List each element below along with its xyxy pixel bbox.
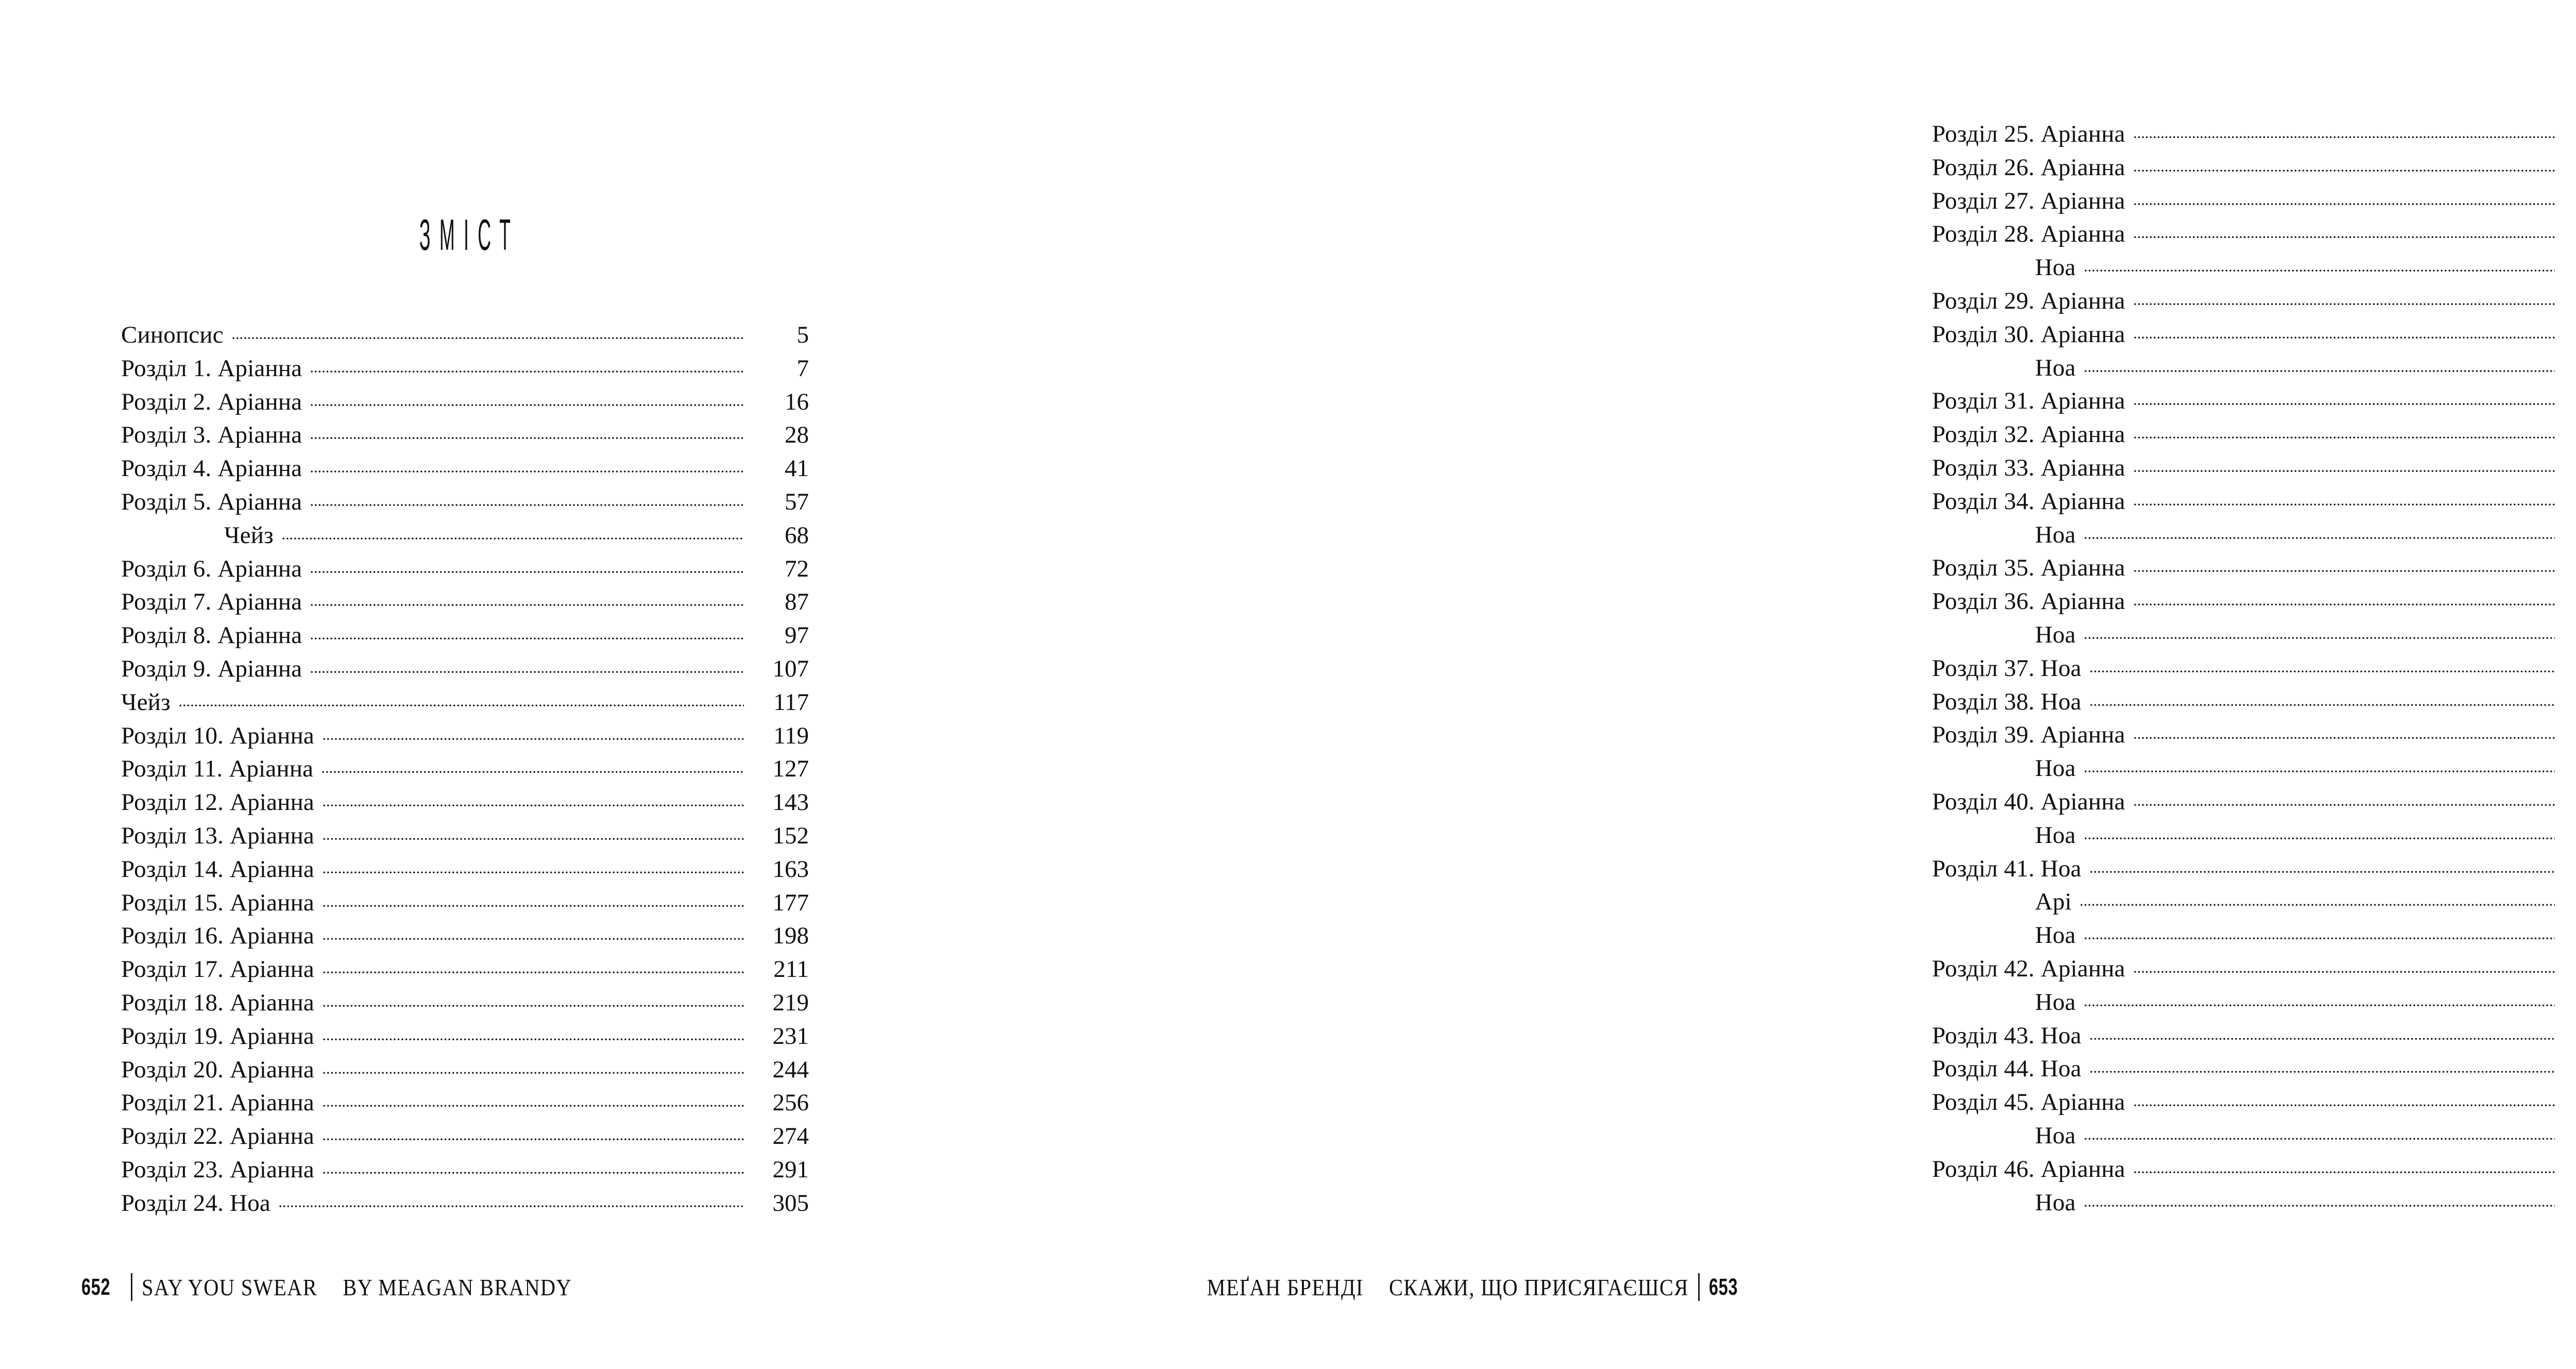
dotted-leader [2090,1037,2555,1043]
toc-entry-label: Ноа [2035,621,2076,648]
toc-entry-page: 68 [785,521,809,549]
dotted-leader [2133,603,2555,609]
dotted-leader [2133,336,2555,342]
toc-entry-label: Ноа [2035,988,2076,1016]
dotted-leader [2133,1171,2555,1177]
toc-entry-page [2562,451,2576,485]
toc-entry-label: Розділ 7. Аріанна [121,588,302,616]
toc-entry-page: 152 [772,822,809,849]
dotted-leader [323,1104,744,1110]
toc-entry-label: Розділ 42. Аріанна [1932,955,2125,982]
toc-entry-label: Розділ 12. Аріанна [121,789,314,816]
toc-entry [121,719,809,753]
toc-entry-label: Розділ 18. Аріанна [121,989,314,1016]
toc-entry-label: Розділ 44. Ноа [1932,1055,2081,1083]
toc-entry-page: 7 [796,354,809,382]
toc-entry-label: Розділ 25. Аріанна [1932,121,2125,147]
toc-entry-page [2562,652,2576,685]
toc-entry-page [2562,117,2576,151]
toc-entry-label: Розділ 3. Аріанна [121,421,302,449]
toc-list-left [121,318,809,1220]
toc-entry-page: 163 [772,855,809,883]
dotted-leader [323,904,744,910]
toc-entry-page [2562,1019,2576,1053]
toc-entry [121,352,809,385]
toc-entry-page: 211 [773,956,809,983]
toc-entry-label: Розділ 38. Ноа [1932,688,2081,715]
toc-entry-label: Розділ 37. Ноа [1932,654,2081,682]
toc-entry-label: Розділ 9. Аріанна [121,655,302,682]
toc-entry-label: Розділ 31. Аріанна [1932,387,2125,415]
toc-entry-label: Розділ 23. Аріанна [121,1156,314,1183]
left-footer-text [142,1274,572,1301]
toc-entry-label: Розділ 46. Аріанна [1932,1155,2125,1182]
dotted-leader [310,503,744,510]
toc-entry-label: Розділ 29. Аріанна [1932,287,2125,314]
toc-entry-page [2562,585,2576,618]
toc-entry-page: 117 [773,688,809,716]
toc-entry [1932,184,2576,218]
dotted-leader [2090,703,2555,709]
toc-entry-label: Розділ 41. Ноа [1932,855,2081,882]
dotted-leader [323,1138,744,1144]
dotted-leader [323,1071,744,1077]
toc-entry-page [2562,819,2576,852]
toc-entry [121,485,809,519]
toc-entry-label: Ноа [2035,922,2076,949]
toc-entry-page [2562,217,2576,251]
dotted-leader [323,837,744,843]
footer-divider [131,1273,132,1301]
toc-entry-label: Розділ 28. Аріанна [1932,221,2125,248]
toc-entry-page [2562,551,2576,585]
dotted-leader [2080,903,2555,909]
toc-entry [121,919,809,953]
toc-entry [1932,1186,2576,1220]
toc-entry [1932,852,2576,886]
left-page-footer [81,1269,631,1306]
footer-divider [1698,1273,1700,1301]
toc-entry [1932,451,2576,485]
toc-entry-label: Розділ 43. Ноа [1932,1022,2081,1049]
toc-entry-label: Розділ 26. Аріанна [1932,154,2125,181]
dotted-leader [310,670,744,677]
toc-entry [1932,1052,2576,1086]
toc-entry-page [2562,184,2576,218]
toc-entry-label: Розділ 8. Аріанна [121,622,302,649]
toc-entry-label: Арі [2035,888,2072,916]
toc-entry-label: Розділ 17. Аріанна [121,956,314,983]
toc-entry [1932,718,2576,752]
dotted-leader [2133,469,2555,476]
toc-entry-page: 231 [772,1022,809,1050]
toc-entry-label: Розділ 27. Аріанна [1932,187,2125,214]
right-footer-text [1207,1274,1689,1301]
toc-entry-page [2562,752,2576,785]
toc-entry-page [2562,418,2576,451]
toc-entry-page [2562,151,2576,184]
toc-entry-page [2562,1186,2576,1220]
dotted-leader [310,637,744,643]
dotted-leader [2133,1104,2555,1110]
toc-entry-page: 97 [785,622,809,649]
toc-entry [1932,618,2576,652]
toc-entry-page: 274 [772,1123,809,1150]
toc-entry-page [2562,384,2576,418]
toc-entry-label: Ноа [2035,1122,2076,1149]
footer-book-title: SAY YOU SWEAR [142,1274,318,1300]
dotted-leader [179,704,744,710]
toc-entry-label: Розділ 6. Аріанна [121,555,302,582]
toc-entry-page [2562,785,2576,819]
toc-entry [121,1153,809,1187]
toc-entry-label: Розділ 45. Аріанна [1932,1089,2125,1116]
toc-entry-label: Ноа [2035,755,2076,782]
toc-entry-label: Ноа [2035,521,2076,548]
dotted-leader [2084,369,2555,376]
dotted-leader [2090,1070,2555,1076]
dotted-leader [2133,302,2555,309]
toc-entry-label: Розділ 24. Ноа [121,1189,270,1216]
dotted-leader [310,570,744,577]
dotted-leader [2084,837,2555,843]
toc-entry-label: Ноа [2035,821,2076,849]
dotted-leader [2133,402,2555,409]
toc-entry-page [2562,1052,2576,1086]
toc-entry-page: 28 [785,421,809,449]
toc-entry [1932,384,2576,418]
toc-entry [1932,351,2576,385]
toc-entry [1932,418,2576,451]
toc-entry-label: Чейз [224,521,274,549]
dotted-leader [2133,569,2555,576]
toc-entry [121,1053,809,1087]
right-page-footer [1141,1269,1749,1306]
dotted-leader [282,537,744,543]
left-page-number: 652 [81,1274,111,1300]
toc-entry-label: Розділ 1. Аріанна [121,354,302,382]
toc-entry-page: 291 [772,1156,809,1183]
dotted-leader [2133,436,2555,442]
dotted-leader [2133,803,2555,809]
toc-entry-label: Ноа [2035,354,2076,381]
dotted-leader [323,737,744,743]
toc-entry-page: 87 [785,588,809,616]
toc-entry-page [2562,618,2576,652]
toc-entry-page: 107 [772,655,809,682]
dotted-leader [232,336,744,343]
toc-entry-page [2562,318,2576,351]
toc-entry-label: Розділ 19. Аріанна [121,1022,314,1050]
toc-entry-label: Розділ 21. Аріанна [121,1089,314,1117]
toc-entry-page: 256 [772,1089,809,1117]
toc-entry [121,1187,809,1220]
dotted-leader [2084,937,2555,943]
toc-entry-page: 305 [772,1189,809,1216]
toc-entry-label: Розділ 15. Аріанна [121,889,314,916]
toc-entry-label: Розділ 11. Аріанна [121,755,314,783]
dotted-leader [279,1205,744,1211]
footer-author: BY MEAGAN BRANDY [343,1274,572,1300]
dotted-leader [321,770,744,776]
dotted-leader [2133,169,2555,175]
dotted-leader [323,1038,744,1044]
dotted-leader [2133,970,2555,976]
toc-entry-page [2562,852,2576,886]
toc-entry [121,819,809,853]
toc-entry-page: 198 [772,922,809,950]
toc-entry-page [2562,518,2576,552]
dotted-leader [2084,536,2555,543]
toc-entry-page [2562,885,2576,919]
toc-entry [121,1020,809,1053]
dotted-leader [2084,636,2555,643]
toc-entry [1932,1119,2576,1153]
toc-entry [1932,685,2576,719]
dotted-leader [2084,269,2555,275]
toc-entry-page [2562,1153,2576,1186]
toc-entry-label: Розділ 16. Аріанна [121,922,314,950]
toc-entry-page [2562,1119,2576,1153]
toc-entry-label: Чейз [121,688,171,716]
toc-entry [1932,151,2576,184]
dotted-leader [2133,136,2555,142]
toc-entry-label: Розділ 14. Аріанна [121,855,314,883]
toc-entry [121,519,809,552]
toc-entry [1932,952,2576,986]
toc-entry-label: Розділ 22. Аріанна [121,1123,314,1150]
toc-entry [1932,518,2576,552]
toc-entry [121,452,809,485]
dotted-leader [2090,670,2555,676]
toc-entry-label: Розділ 20. Аріанна [121,1056,314,1083]
toc-entry-page [2562,919,2576,952]
toc-entry [121,652,809,686]
toc-entry [1932,1086,2576,1119]
toc-entry [121,853,809,886]
toc-entry [121,686,809,719]
dotted-leader [310,470,744,476]
toc-entry-page: 57 [785,488,809,515]
dotted-leader [323,1171,744,1177]
toc-entry [1932,819,2576,852]
dotted-leader [2133,736,2555,742]
dotted-leader [323,871,744,877]
toc-entry [1932,585,2576,618]
toc-entry [121,385,809,419]
toc-entry-page [2562,1086,2576,1119]
toc-entry-page: 143 [772,789,809,816]
toc-entry [1932,251,2576,284]
toc-entry [1932,986,2576,1019]
toc-entry-label: Розділ 33. Аріанна [1932,454,2125,481]
toc-entry-page: 16 [785,388,809,415]
toc-entry [1932,318,2576,351]
toc-entry [121,953,809,986]
dotted-leader [323,804,744,810]
toc-entry [1932,785,2576,819]
toc-entry-label: Розділ 30. Аріанна [1932,320,2125,348]
dotted-leader [2133,202,2555,209]
toc-entry [1932,485,2576,518]
toc-entry-page [2562,685,2576,719]
toc-entry [121,786,809,819]
toc-entry-page [2562,485,2576,518]
toc-entry-page [2562,986,2576,1019]
toc-entry-page [2562,284,2576,318]
toc-entry-label: Розділ 2. Аріанна [121,388,302,415]
toc-entry-page: 127 [772,755,809,783]
right-page [913,0,2125,1369]
dotted-leader [2133,503,2555,509]
dotted-leader [310,403,744,410]
toc-entry-page: 72 [785,555,809,582]
toc-list-right [1932,117,2576,1219]
toc-entry-label: Розділ 5. Аріанна [121,488,302,515]
toc-entry [121,585,809,619]
toc-entry-page: 244 [772,1056,809,1083]
toc-entry-label: Ноа [2035,1189,2076,1216]
toc-entry-label: Розділ 10. Аріанна [121,722,314,749]
toc-entry [121,552,809,586]
toc-entry-label: Розділ 35. Аріанна [1932,554,2125,582]
toc-entry-label: Розділ 34. Аріанна [1932,487,2125,515]
dotted-leader [323,971,744,977]
toc-entry-label: Ноа [2035,254,2076,281]
toc-entry [1932,752,2576,785]
dotted-leader [2090,870,2555,876]
toc-entry [1932,284,2576,318]
toc-entry-label: Синопсис [121,322,224,348]
toc-title: ЗМІСТ [419,210,520,260]
left-page [0,0,912,1369]
toc-entry-label: Розділ 40. Аріанна [1932,788,2125,815]
toc-entry-label: Розділ 13. Аріанна [121,822,314,849]
dotted-leader [2084,1137,2555,1143]
footer-author: МЕҐАН БРЕНДІ [1207,1274,1364,1300]
toc-entry [121,986,809,1020]
toc-entry [121,1086,809,1120]
toc-entry-page: 5 [796,322,809,348]
toc-entry-page [2562,718,2576,752]
dotted-leader [310,603,744,610]
toc-entry [1932,1153,2576,1186]
toc-entry-label: Розділ 39. Аріанна [1932,721,2125,749]
toc-entry [1932,885,2576,919]
dotted-leader [2084,1004,2555,1010]
toc-entry [1932,652,2576,685]
toc-entry [1932,551,2576,585]
toc-entry [121,752,809,786]
toc-entry-page: 41 [785,455,809,482]
dotted-leader [310,370,744,376]
toc-entry-label: Розділ 4. Аріанна [121,455,302,482]
dotted-leader [323,937,744,943]
toc-entry-page: 177 [772,889,809,916]
toc-entry [1932,1019,2576,1053]
toc-entry [121,619,809,652]
toc-entry-page: 119 [773,722,809,749]
toc-entry-label: Розділ 36. Аріанна [1932,588,2125,615]
dotted-leader [323,1004,744,1010]
dotted-leader [2133,235,2555,242]
toc-entry [121,418,809,452]
toc-entry [1932,117,2576,151]
right-page-number: 653 [1708,1274,1738,1300]
dotted-leader [310,436,744,443]
toc-entry [1932,919,2576,952]
toc-entry-page [2562,351,2576,385]
toc-entry [121,886,809,920]
dotted-leader [2084,770,2555,776]
dotted-leader [2084,1204,2555,1210]
toc-entry-page: 219 [772,989,809,1016]
footer-book-title: СКАЖИ, ЩО ПРИСЯГАЄШСЯ [1389,1274,1689,1300]
toc-entry [121,318,809,352]
toc-entry-label: Розділ 32. Аріанна [1932,421,2125,448]
toc-entry-page [2562,952,2576,986]
toc-entry [1932,217,2576,251]
toc-entry-page [2562,251,2576,284]
toc-entry [121,1120,809,1153]
